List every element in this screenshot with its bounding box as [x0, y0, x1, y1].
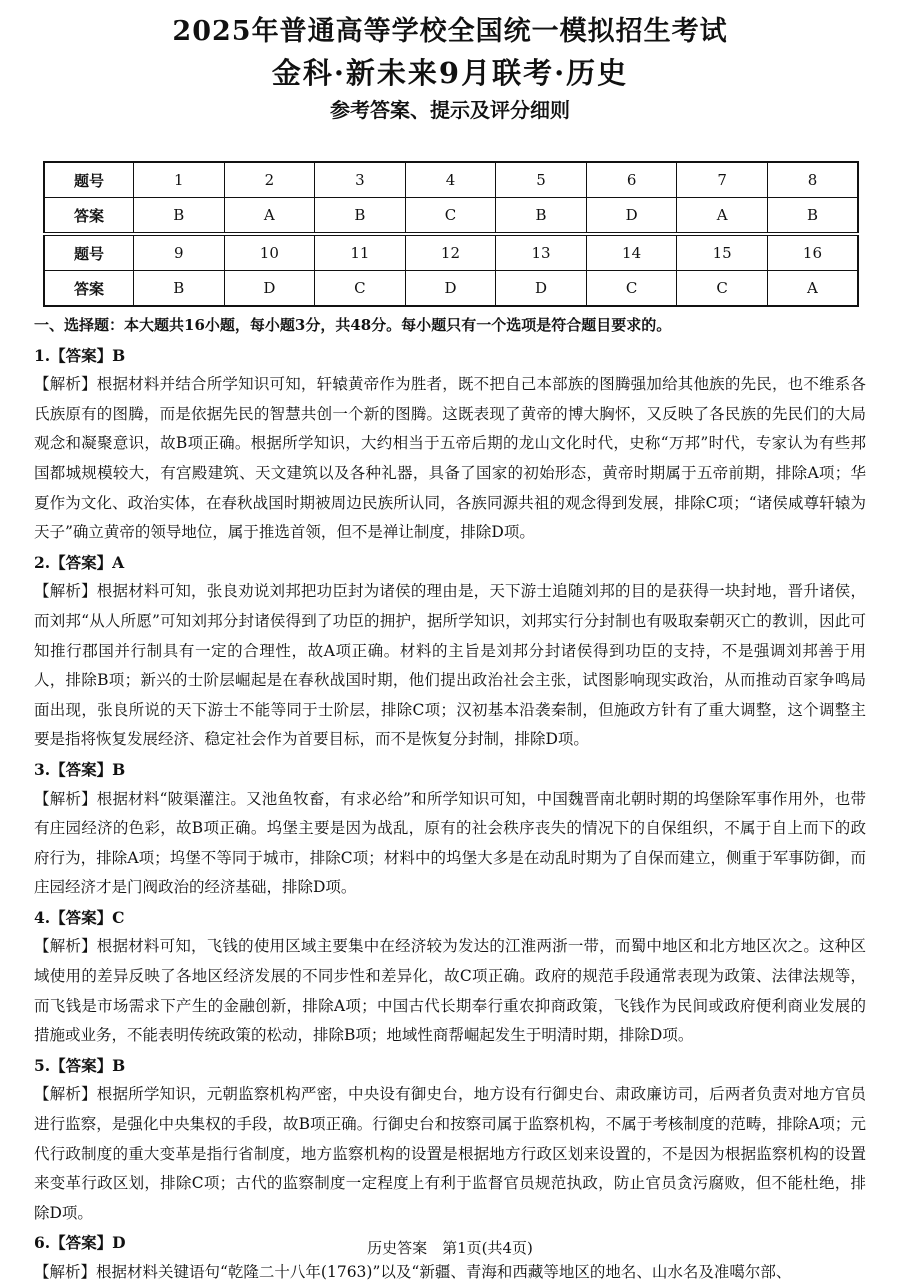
table-row — [44, 234, 858, 271]
answer-label: 答案 — [44, 271, 134, 307]
page-footer: 历史答案 第1页(共4页) — [367, 1239, 533, 1257]
number-label: 题号 — [44, 162, 134, 198]
table-row — [44, 198, 858, 235]
question-5-answer: 5.【答案】B — [34, 1055, 126, 1075]
table-cell: C — [677, 271, 768, 307]
table-cell: 14 — [586, 234, 677, 271]
exam-subtitle: 金科·新未来9月联考·历史 — [271, 56, 629, 90]
table-cell: B — [134, 271, 225, 307]
table-cell: 8 — [767, 162, 858, 198]
question-3-answer: 3.【答案】B — [34, 759, 126, 779]
table-cell: C — [586, 271, 677, 307]
table-cell: 13 — [496, 234, 587, 271]
question-1-answer: 1.【答案】B — [34, 345, 126, 365]
table-cell: A — [767, 271, 858, 307]
question-2-answer: 2.【答案】A — [34, 552, 125, 572]
table-cell: A — [677, 198, 768, 235]
table-cell: 2 — [224, 162, 315, 198]
table-cell: C — [405, 198, 496, 235]
table-cell: D — [586, 198, 677, 235]
answer-table — [43, 161, 859, 307]
table-cell: C — [315, 271, 406, 307]
exam-title: 2025年普通高等学校全国统一模拟招生考试 — [172, 16, 728, 47]
table-cell: 1 — [134, 162, 225, 198]
question-6-answer: 6.【答案】D — [34, 1233, 126, 1253]
table-cell: B — [767, 198, 858, 235]
table-cell: 3 — [315, 162, 406, 198]
number-label: 题号 — [44, 234, 134, 271]
table-cell: D — [224, 271, 315, 307]
table-cell: D — [405, 271, 496, 307]
question-1-analysis: 【解析】根据材料并结合所学知识可知，轩辕黄帝作为胜者，既不把自己本部族的图腾强加给其他族的先民，也不维系各氏族原有的图腾，而是依据先民的智慧共创一个新的图腾。这既表现了黄帝的博大胸怀，又反映了各民族的先民们的大局观念和凝聚意识，故B项正确。根据所学知识，大约相当于五帝后期的龙山文化时代，史称“万邦”时代，专家认为有些邦国都城规模较大，有宫殿建筑、天文建筑以及各种礼器，具备了国家的初始形态，黄帝时期属于五帝前期，排除A项；华夏作为文化、政治实体，在春秋战国时期被周边民族所认同，各族同源共祖的观念得到发展，排除C项；“诸侯咸尊轩辕为天子”确立黄帝的领导地位，属于推选首领，但不是禅让制度，排除D项。 — [34, 375, 866, 542]
table-cell: 4 — [405, 162, 496, 198]
table-cell: 11 — [315, 234, 406, 271]
table-cell: 5 — [496, 162, 587, 198]
table-cell: 16 — [767, 234, 858, 271]
table-cell: D — [496, 271, 587, 307]
question-3-analysis: 【解析】根据材料“陂渠灌注。又池鱼牧畜，有求必给”和所学知识可知，中国魏晋南北朝时期的坞堡除军事作用外，也带有庄园经济的色彩，故B项正确。坞堡主要是因为战乱，原有的社会秩序丧失的情况下的自保组织，不属于自上而下的政府行为，排除A项；坞堡不等同于城市，排除C项；材料中的坞堡大多是在动乱时期为了自保而建立，侧重于军事防御，而庄园经济才是门阀政治的经济基础，排除D项。 — [34, 789, 866, 897]
question-6-analysis: 【解析】根据材料关键语句“乾隆二十八年(1763)”以及“新疆、青海和西藏等地区的地名、山水名及准噶尔部、 — [34, 1263, 792, 1281]
table-cell: 12 — [405, 234, 496, 271]
section-intro: 一、选择题：本大题共16小题，每小题3分，共48分。每小题只有一个选项是符合题目要求的。 — [34, 316, 672, 334]
table-row — [44, 162, 858, 198]
answer-label: 答案 — [44, 198, 134, 235]
question-4-analysis: 【解析】根据材料可知，飞钱的使用区域主要集中在经济较为发达的江淮两浙一带，而蜀中地区和北方地区次之。这种区域使用的差异反映了各地区经济发展的不同步性和差异化，故C项正确。政府的规范手段通常表现为政策、法律法规等，而飞钱是市场需求下产生的金融创新，排除A项；中国古代长期奉行重农抑商政策，飞钱作为民间或政府便利商业发展的措施或业务，不能表明传统政策的松动，排除B项；地域性商帮崛起发生于明清时期，排除D项。 — [34, 937, 866, 1045]
table-cell: A — [224, 198, 315, 235]
table-cell: 7 — [677, 162, 768, 198]
answer-explanations — [34, 311, 866, 1288]
table-cell: 9 — [134, 234, 225, 271]
table-cell: B — [134, 198, 225, 235]
question-5-analysis: 【解析】根据所学知识，元朝监察机构严密，中央设有御史台，地方设有行御史台、肃政廉访司，后两者负责对地方官员进行监察，是强化中央集权的手段，故B项正确。行御史台和按察司属于监察机构，不属于考核制度的范畴，排除A项；元代行政制度的重大变革是指行省制度，地方监察机构的设置是根据地方行政区划来设置的，不是因为根据监察机构的设置来变革行政区划，排除C项；古代的监察制度一定程度上有利于监督官员规范执政，防止官员贪污腐败，但不能杜绝，排除D项。 — [34, 1085, 866, 1222]
table-cell: B — [496, 198, 587, 235]
question-2-analysis: 【解析】根据材料可知，张良劝说刘邦把功臣封为诸侯的理由是，天下游士追随刘邦的目的是获得一块封地，晋升诸侯，而刘邦“从人所愿”可知刘邦分封诸侯得到了功臣的拥护，据所学知识，刘邦实行分封制也有吸取秦朝灭亡的教训，因此可知推行郡国并行制具有一定的合理性，故A项正确。材料的主旨是刘邦分封诸侯得到功臣的支持，不是强调刘邦善于用人，排除B项；新兴的士阶层崛起是在春秋战国时期，他们提出政治社会主张，试图影响现实政治，从而推动百家争鸣局面出现，张良所说的天下游士不能等同于士阶层，排除C项；汉初基本沿袭秦制，但施政方针有了重大调整，这个调整主要是指将恢复发展经济、稳定社会作为首要目标，而不是恢复分封制，排除D项。 — [34, 582, 866, 749]
table-cell: 6 — [586, 162, 677, 198]
table-cell: 10 — [224, 234, 315, 271]
table-row — [44, 271, 858, 307]
document-heading: 参考答案、提示及评分细则 — [330, 98, 570, 122]
question-4-answer: 4.【答案】C — [34, 907, 125, 927]
table-cell: B — [315, 198, 406, 235]
table-cell: 15 — [677, 234, 768, 271]
